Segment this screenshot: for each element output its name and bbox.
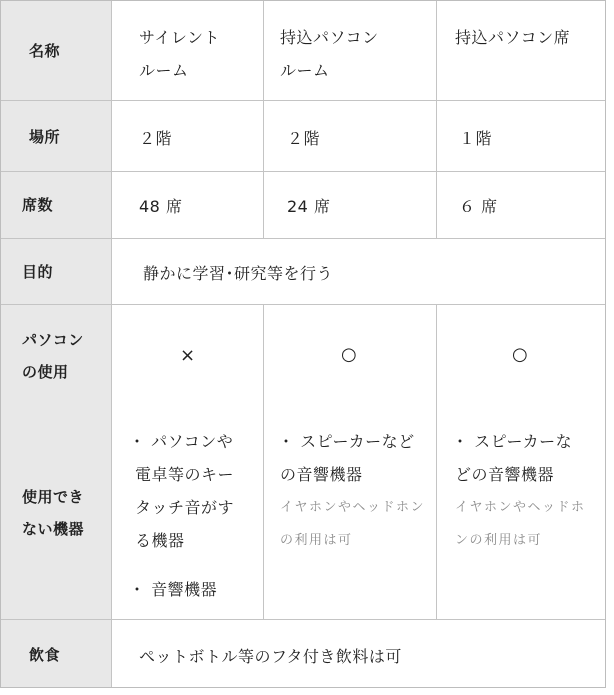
seats-silent-room: 48 席 [139,197,183,216]
name-laptop-room-line2: ルーム [280,61,330,80]
prohibited-laptop-seats-item-line2: どの音響機器 [455,465,555,484]
prohibited-laptop-room-item-line1: ・ スピーカーなど [278,432,415,451]
row-divider [1,619,605,620]
purpose-value: 静かに学習･研究等を行う [143,264,334,283]
prohibited-silent-item1-line4: る機器 [135,531,185,550]
prohibited-laptop-room-item-line2: の音響機器 [280,465,363,484]
prohibited-laptop-seats-item-line1: ・ スピーカーな [452,432,573,451]
prohibited-laptop-seats-note-line2: ンの利用は可 [455,533,543,548]
name-silent-room-line1: サイレント [139,28,220,47]
header-cell-pc-use [1,305,111,619]
prohibited-silent-item1-line2: 電卓等のキー [135,465,235,484]
column-divider [436,304,437,619]
row-header-pc-use-line2: の使用 [22,363,69,381]
column-divider [436,1,437,238]
row-header-purpose: 目的 [22,263,54,281]
row-divider [1,238,605,239]
row-divider [1,304,605,305]
pc-use-laptop-room-circle: ○ [341,344,357,365]
seats-laptop-room: 24 席 [287,197,331,216]
prohibited-silent-item2: ・ 音響機器 [129,580,218,599]
prohibited-laptop-seats-note-line1: イヤホンやヘッドホ [455,500,586,515]
prohibited-silent-item1-line1: ・ パソコンや [129,432,234,451]
food-value: ペットボトル等のフタ付き飲料は可 [139,647,402,666]
row-header-prohibited-line1: 使用でき [22,488,85,506]
row-divider [1,100,605,101]
row-header-pc-use-line1: パソコン [22,331,84,349]
column-divider [111,1,112,687]
column-divider [263,304,264,619]
row-header-seats: 席数 [22,196,54,214]
header-cell-seats [1,172,111,238]
prohibited-silent-item1-line3: タッチ音がす [135,498,235,517]
name-silent-room-line2: ルーム [139,61,189,80]
location-silent-room: ２階 [139,129,173,148]
seats-laptop-seats: ６ 席 [459,197,498,216]
row-header-location: 場所 [29,128,61,146]
row-header-food: 飲食 [29,646,61,664]
row-divider [1,171,605,172]
name-laptop-room-line1: 持込パソコン [280,28,379,47]
header-cell-purpose [1,239,111,304]
location-laptop-seats: １階 [459,129,493,148]
prohibited-laptop-room-note-line2: の利用は可 [280,533,353,548]
pc-use-laptop-seats-circle: ○ [512,344,528,365]
name-laptop-seats: 持込パソコン席 [455,28,571,47]
column-divider [263,1,264,238]
prohibited-laptop-room-note-line1: イヤホンやヘッドホン [280,500,426,515]
location-laptop-room: ２階 [287,129,321,148]
row-header-prohibited-line2: ない機器 [22,520,85,538]
pc-use-silent-room-cross: × [180,345,196,366]
row-header-name: 名称 [29,42,61,60]
